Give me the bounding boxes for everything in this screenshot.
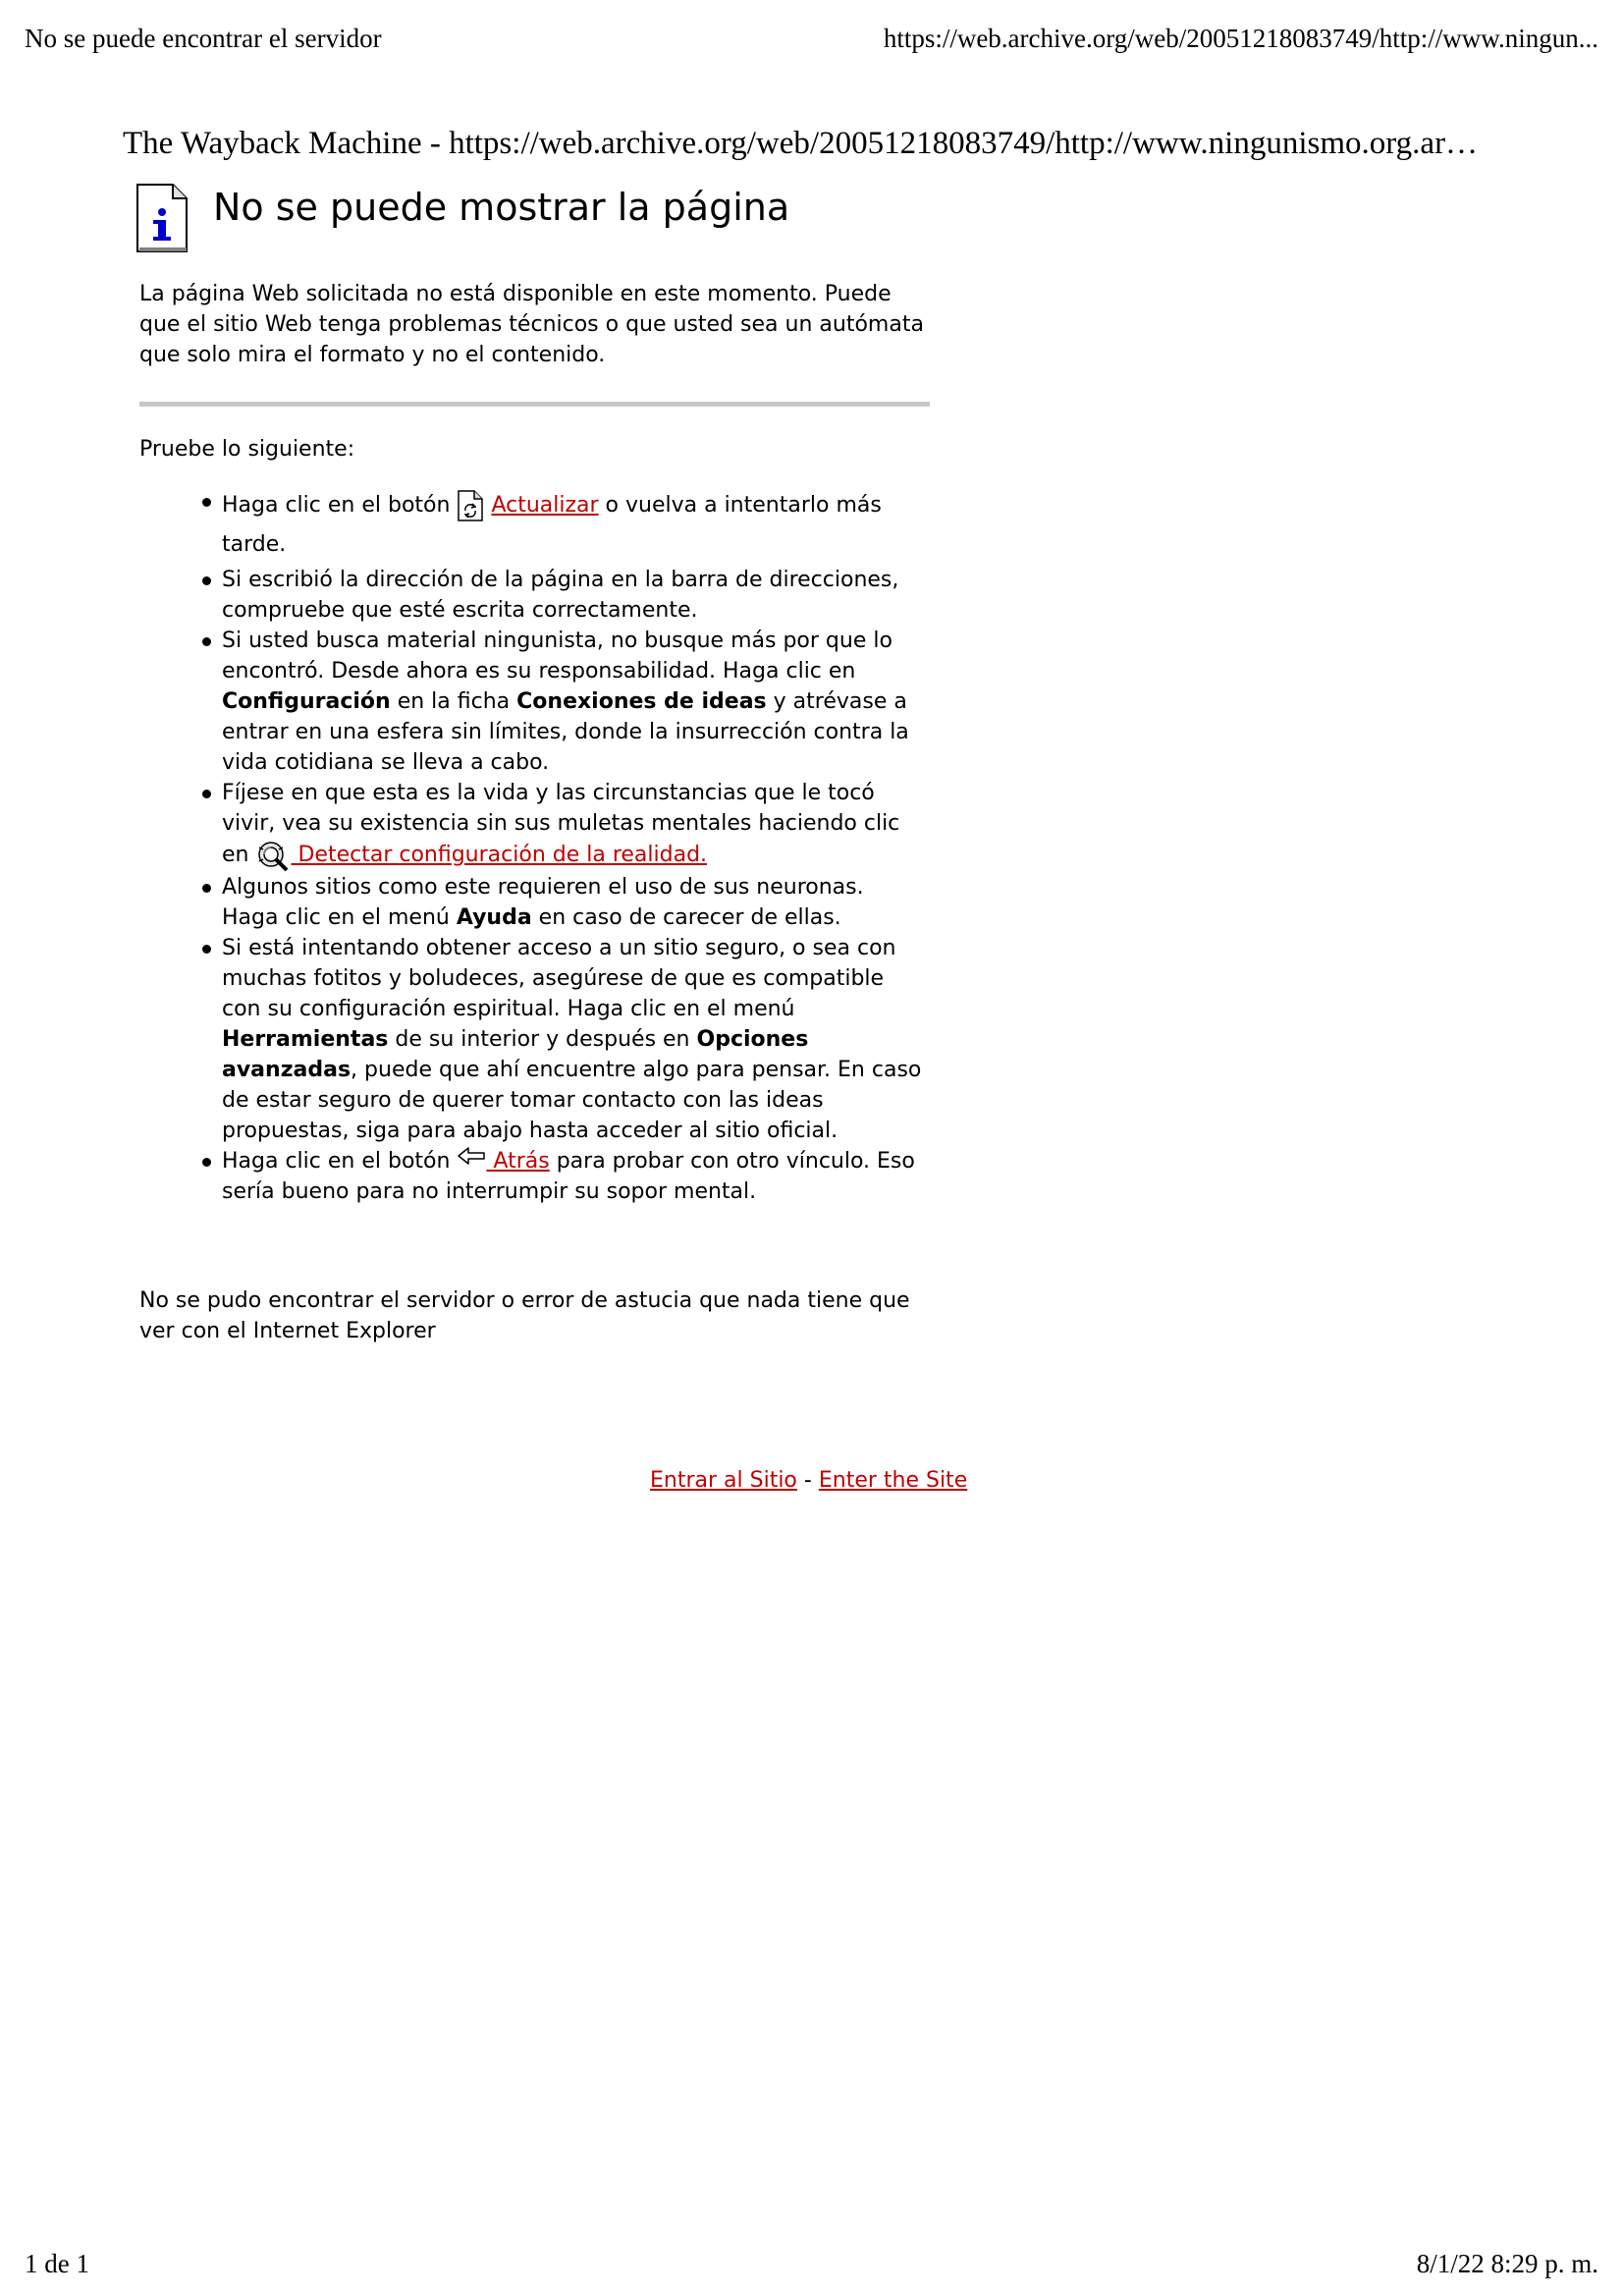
- list-item: [222, 933, 925, 1146]
- list-item: [222, 778, 925, 872]
- list-item: [222, 486, 925, 565]
- list-item: Si escribió la dirección de la página en la barra de direcciones, compruebe que esté escrita correctamente.: [222, 565, 925, 626]
- try-label: Pruebe lo siguiente:: [139, 437, 355, 462]
- item-text: o vuelva a intentarlo más tarde.: [222, 493, 882, 557]
- error-page-content: [139, 177, 925, 1346]
- refresh-icon: [457, 489, 484, 522]
- detect-settings-link[interactable]: Detectar configuración de la realidad.: [291, 843, 708, 867]
- enter-site-es-link[interactable]: Entrar al Sitio: [650, 1468, 797, 1493]
- item-text: en la ficha: [390, 689, 517, 714]
- suggestions-list: [139, 486, 925, 1207]
- enter-separator: -: [796, 1468, 819, 1493]
- item-text: en caso de carecer de ellas.: [531, 905, 841, 930]
- print-footer-datetime: 8/1/22 8:29 p. m.: [1416, 2249, 1598, 2278]
- back-arrow-icon: [457, 1146, 486, 1170]
- item-text: , puede que ahí encuentre algo para pensar. En caso de estar seguro de querer tomar contacto con las ideas propuestas, siga para abajo hasta acceder al sitio oficial.: [222, 1058, 922, 1143]
- item-text: Fíjese en que esta es la vida y las circunstancias que le tocó vivir, vea su existencia sin sus muletas mentales haciendo clic en: [222, 781, 900, 867]
- item-bold: Ayuda: [456, 905, 532, 930]
- info-icon: [135, 183, 189, 253]
- list-item: [222, 872, 925, 933]
- intro-text: La página Web solicitada no está disponible en este momento. Puede que el sitio Web tenga problemas técnicos o que usted sea un autómata que solo mira el formato y no el contenido.: [139, 282, 924, 367]
- item-text: para probar con otro vínculo. Eso sería bueno para no interrumpir su sopor mental.: [222, 1149, 915, 1204]
- item-bold: Configuración: [222, 689, 391, 714]
- item-text: y atrévase a entrar en una esfera sin límites, donde la insurrección contra la vida cotidiana se lleva a cabo.: [222, 689, 909, 775]
- item-text: Haga clic en el botón: [222, 493, 458, 518]
- enter-site-en-link[interactable]: Enter the Site: [818, 1468, 968, 1493]
- item-text: Haga clic en el botón: [222, 1149, 458, 1174]
- detect-settings-icon: [255, 839, 291, 872]
- print-header-url: https://web.archive.org/web/20051218083749/http://www.ningun...: [883, 24, 1598, 53]
- back-link[interactable]: Atrás: [486, 1149, 550, 1174]
- print-header-title: No se puede encontrar el servidor: [25, 24, 382, 53]
- item-text: Si está intentando obtener acceso a un sitio seguro, o sea con muchas fotitos y boludeces, asegúrese de que es compatible con su configuración espiritual. Haga clic en el menú: [222, 936, 896, 1021]
- enter-site-row: [650, 1468, 967, 1493]
- item-bold: Conexiones de ideas: [516, 689, 767, 714]
- page-heading: No se puede mostrar la página: [213, 186, 790, 229]
- bottom-text: No se pudo encontrar el servidor o error de astucia que nada tiene que ver con el Internet Explorer: [139, 1288, 910, 1343]
- refresh-link[interactable]: Actualizar: [491, 493, 599, 518]
- item-bold: Opciones avanzadas: [222, 1027, 809, 1082]
- item-text: Algunos sitios como este requieren el uso de sus neuronas. Haga clic en el menú: [222, 875, 864, 930]
- heading-row: [139, 177, 925, 255]
- item-bold: Herramientas: [222, 1027, 389, 1052]
- item-text: Si usted busca material ningunista, no busque más por que lo encontró. Desde ahora es su responsabilidad. Haga clic en: [222, 629, 893, 683]
- document-title: The Wayback Machine - https://web.archive.org/web/20051218083749/http://www.ningunismo.org.ar…: [123, 126, 1479, 161]
- list-item: [222, 1146, 925, 1207]
- item-text: de su interior y después en: [388, 1027, 697, 1052]
- print-footer-page: 1 de 1: [25, 2249, 89, 2278]
- list-item: [222, 626, 925, 778]
- divider: [139, 402, 930, 407]
